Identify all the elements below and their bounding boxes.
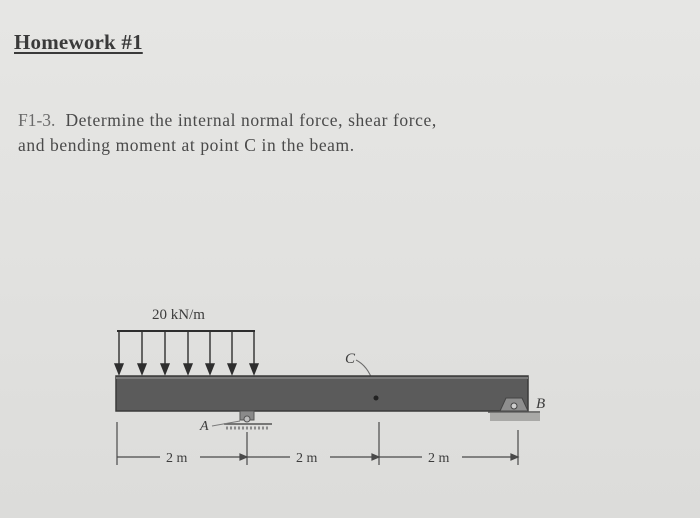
- problem-number: F1-3.: [18, 110, 56, 130]
- dimension-label-1: 2 m: [166, 451, 188, 466]
- support-a: [224, 411, 272, 428]
- point-c-label: C: [345, 351, 356, 367]
- point-a-label: A: [200, 419, 209, 434]
- problem-text-line-2: and bending moment at point C in the beam.: [18, 135, 355, 155]
- point-b-label: B: [536, 396, 546, 412]
- problem-text-line-1: Determine the internal normal force, shear force,: [65, 110, 437, 130]
- dimension-label-3: 2 m: [428, 451, 450, 466]
- page-title: Homework #1: [14, 30, 143, 54]
- dimension-label-2: 2 m: [296, 451, 318, 466]
- point-c-marker: [374, 396, 379, 401]
- load-label: 20 kN/m: [152, 307, 205, 323]
- beam: [116, 376, 528, 411]
- distributed-load-arrows: [115, 331, 258, 374]
